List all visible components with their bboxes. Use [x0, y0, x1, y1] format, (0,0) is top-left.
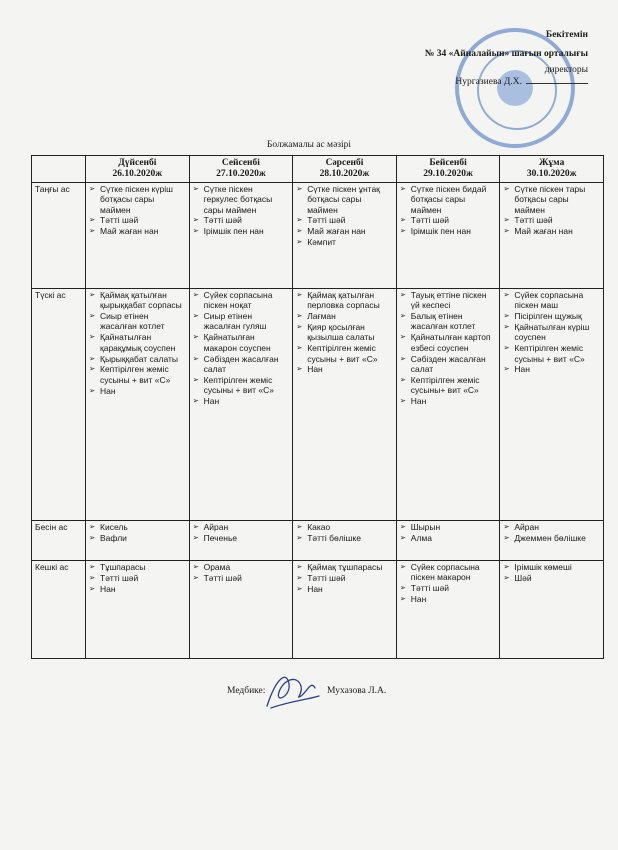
- footer-role: Медбике:: [227, 686, 266, 696]
- list-item: ➢ Печенье: [193, 533, 290, 543]
- list-item: ➢ Сиыр етінен жасалған гуляш: [193, 311, 290, 332]
- menu-item-list: [400, 184, 497, 237]
- list-item: ➢ Айран: [503, 522, 600, 532]
- list-item: ➢ Ірімшік пен нан: [400, 226, 497, 236]
- menu-table: [31, 155, 604, 659]
- list-item: ➢ Сәбізден жасалған салат: [193, 354, 290, 375]
- menu-item-list: [296, 184, 393, 248]
- list-item: ➢ Кептірілген жеміс сусыны + вит «С»: [193, 375, 290, 396]
- day-header: Сәрсенбі 28.10.2020ж: [293, 156, 397, 183]
- menu-cell: [293, 520, 397, 560]
- menu-item-list: [193, 522, 290, 543]
- list-item: ➢ Тәтті шәй: [400, 583, 497, 593]
- list-item: ➢ Қаймақ қатылған перловка сорпасы: [296, 290, 393, 311]
- menu-cell: [500, 560, 604, 658]
- list-item: ➢ Тәтті шәй: [89, 573, 186, 583]
- list-item: ➢ Тәтті бөлішке: [296, 533, 393, 543]
- menu-cell: [396, 520, 500, 560]
- list-item: ➢ Сүйек сорпасына піскен маш: [503, 290, 600, 311]
- list-item: ➢ Май жаған нан: [89, 226, 186, 236]
- table-row: [32, 182, 604, 288]
- list-item: ➢ Тәтті шәй: [503, 215, 600, 225]
- list-item: ➢ Сәбізден жасалған салат: [400, 354, 497, 375]
- menu-cell: [86, 520, 190, 560]
- menu-cell: [293, 288, 397, 520]
- list-item: ➢ Қаймақ тұшпарасы: [296, 562, 393, 572]
- list-item: ➢ Какао: [296, 522, 393, 532]
- list-item: ➢ Сүтке піскен тары ботқасы сары маймен: [503, 184, 600, 215]
- menu-item-list: [89, 290, 186, 396]
- list-item: ➢ Қияр қосылған қызылша салаты: [296, 322, 393, 343]
- list-item: ➢ Кептірілген жеміс сусыны + вит «С»: [503, 343, 600, 364]
- list-item: ➢ Алма: [400, 533, 497, 543]
- list-item: ➢ Кисель: [89, 522, 186, 532]
- approval-block: [358, 30, 588, 89]
- list-item: ➢ Нан: [400, 594, 497, 604]
- list-item: ➢ Шәй: [503, 573, 600, 583]
- menu-cell: [189, 182, 293, 288]
- menu-item-list: [296, 290, 393, 375]
- menu-cell: [396, 288, 500, 520]
- list-item: ➢ Нан: [89, 386, 186, 396]
- list-item: ➢ Май жаған нан: [503, 226, 600, 236]
- meal-label: Түскі ас: [32, 288, 86, 520]
- list-item: ➢ Айран: [193, 522, 290, 532]
- menu-item-list: [89, 522, 186, 543]
- menu-item-list: [193, 562, 290, 583]
- menu-cell: [500, 182, 604, 288]
- menu-cell: [86, 182, 190, 288]
- day-header: Жұма 30.10.2020ж: [500, 156, 604, 183]
- approval-role: директоры: [544, 64, 588, 75]
- menu-item-list: [89, 184, 186, 237]
- menu-cell: [500, 520, 604, 560]
- list-item: ➢ Қайнатылған макарон соуспен: [193, 332, 290, 353]
- menu-cell: [86, 560, 190, 658]
- list-item: ➢ Пісірілген щужық: [503, 311, 600, 321]
- menu-item-list: [89, 562, 186, 594]
- menu-cell: [189, 560, 293, 658]
- day-header: Сейсенбі 27.10.2020ж: [189, 156, 293, 183]
- signature-line: [526, 83, 588, 84]
- list-item: ➢ Тәтті шәй: [296, 215, 393, 225]
- approval-title: Бекітемін: [545, 30, 588, 40]
- menu-item-list: [296, 522, 393, 543]
- footer-name: Мухазова Л.А.: [327, 686, 387, 696]
- menu-item-list: [503, 184, 600, 237]
- handwritten-signature: [257, 666, 325, 714]
- list-item: ➢ Кептірілген жеміс сусыны + вит «С»: [296, 343, 393, 364]
- list-item: ➢ Сүйек сорпасына піскен макарон: [400, 562, 497, 583]
- list-item: ➢ Нан: [296, 364, 393, 374]
- list-item: ➢ Қайнатылған картоп езбесі соуспен: [400, 332, 497, 353]
- list-item: ➢ Тәтті шәй: [193, 573, 290, 583]
- list-item: ➢ Тәтті шәй: [89, 215, 186, 225]
- list-item: ➢ Нан: [400, 396, 497, 406]
- list-item: ➢ Тұшпарасы: [89, 562, 186, 572]
- menu-cell: [86, 288, 190, 520]
- list-item: ➢ Нан: [503, 364, 600, 374]
- list-item: ➢ Тауық еттіне піскен үй кеспесі: [400, 290, 497, 311]
- list-item: ➢ Сүтке піскен геркулес ботқасы сары маймен: [193, 184, 290, 215]
- list-item: ➢ Сүтке піскен күріш ботқасы сары маймен: [89, 184, 186, 215]
- list-item: ➢ Сиыр етінен жасалған котлет: [89, 311, 186, 332]
- list-item: ➢ Джеммен бөлішке: [503, 533, 600, 543]
- menu-cell: [189, 288, 293, 520]
- list-item: ➢ Кептірілген жеміс сусыны + вит «С»: [89, 364, 186, 385]
- day-header: Дүйсенбі 26.10.2020ж: [86, 156, 190, 183]
- list-item: ➢ Лағман: [296, 311, 393, 321]
- list-item: ➢ Кәмпит: [296, 237, 393, 247]
- list-item: ➢ Сүтке піскен ұнтақ ботқасы сары маймен: [296, 184, 393, 215]
- list-item: ➢ Ірімшік көмеші: [503, 562, 600, 572]
- list-item: ➢ Тәтті шәй: [400, 215, 497, 225]
- page-title: Болжамалы ас мәзірі: [266, 140, 352, 150]
- list-item: ➢ Қайнатылған күріш соуспен: [503, 322, 600, 343]
- menu-item-list: [400, 290, 497, 406]
- list-item: ➢ Сүтке піскен бидай ботқасы сары маймен: [400, 184, 497, 215]
- table-row: [32, 288, 604, 520]
- menu-cell: [500, 288, 604, 520]
- menu-item-list: [193, 184, 290, 237]
- menu-cell: [189, 520, 293, 560]
- list-item: ➢ Май жаған нан: [296, 226, 393, 236]
- list-item: ➢ Ірімшік пен нан: [193, 226, 290, 236]
- menu-item-list: [503, 522, 600, 543]
- table-header-row: [32, 156, 604, 183]
- table-row: [32, 520, 604, 560]
- menu-item-list: [503, 562, 600, 583]
- list-item: ➢ Қырыққабат салаты: [89, 354, 186, 364]
- table-row: [32, 560, 604, 658]
- menu-cell: [293, 560, 397, 658]
- day-header: Бейсенбі 29.10.2020ж: [396, 156, 500, 183]
- list-item: ➢ Вафли: [89, 533, 186, 543]
- list-item: ➢ Қайнатылған қарақұмық соуспен: [89, 332, 186, 353]
- meal-label: Бесін ас: [32, 520, 86, 560]
- menu-cell: [293, 182, 397, 288]
- list-item: ➢ Шырын: [400, 522, 497, 532]
- list-item: ➢ Орама: [193, 562, 290, 572]
- list-item: ➢ Нан: [193, 396, 290, 406]
- list-item: ➢ Нан: [296, 584, 393, 594]
- meal-label: Таңғы ас: [32, 182, 86, 288]
- approval-organization: № 34 «Айналайын» шағын орталығы: [424, 48, 588, 59]
- menu-item-list: [400, 522, 497, 543]
- menu-item-list: [296, 562, 393, 594]
- header-corner: [32, 156, 86, 183]
- list-item: ➢ Нан: [89, 584, 186, 594]
- list-item: ➢ Сүйек сорпасына піскен ноқат: [193, 290, 290, 311]
- list-item: ➢ Балық етінен жасалған котлет: [400, 311, 497, 332]
- approval-name: Нургазиева Д.Х.: [455, 76, 522, 87]
- meal-label: Кешкі ас: [32, 560, 86, 658]
- menu-item-list: [193, 290, 290, 406]
- menu-item-list: [503, 290, 600, 375]
- list-item: ➢ Тәтті шәй: [193, 215, 290, 225]
- menu-item-list: [400, 562, 497, 604]
- list-item: ➢ Кептірілген жеміс сусыны+ вит «С»: [400, 375, 497, 396]
- menu-cell: [396, 560, 500, 658]
- list-item: ➢ Қаймақ қатылған қырыққабат сорпасы: [89, 290, 186, 311]
- menu-cell: [396, 182, 500, 288]
- list-item: ➢ Тәтті шәй: [296, 573, 393, 583]
